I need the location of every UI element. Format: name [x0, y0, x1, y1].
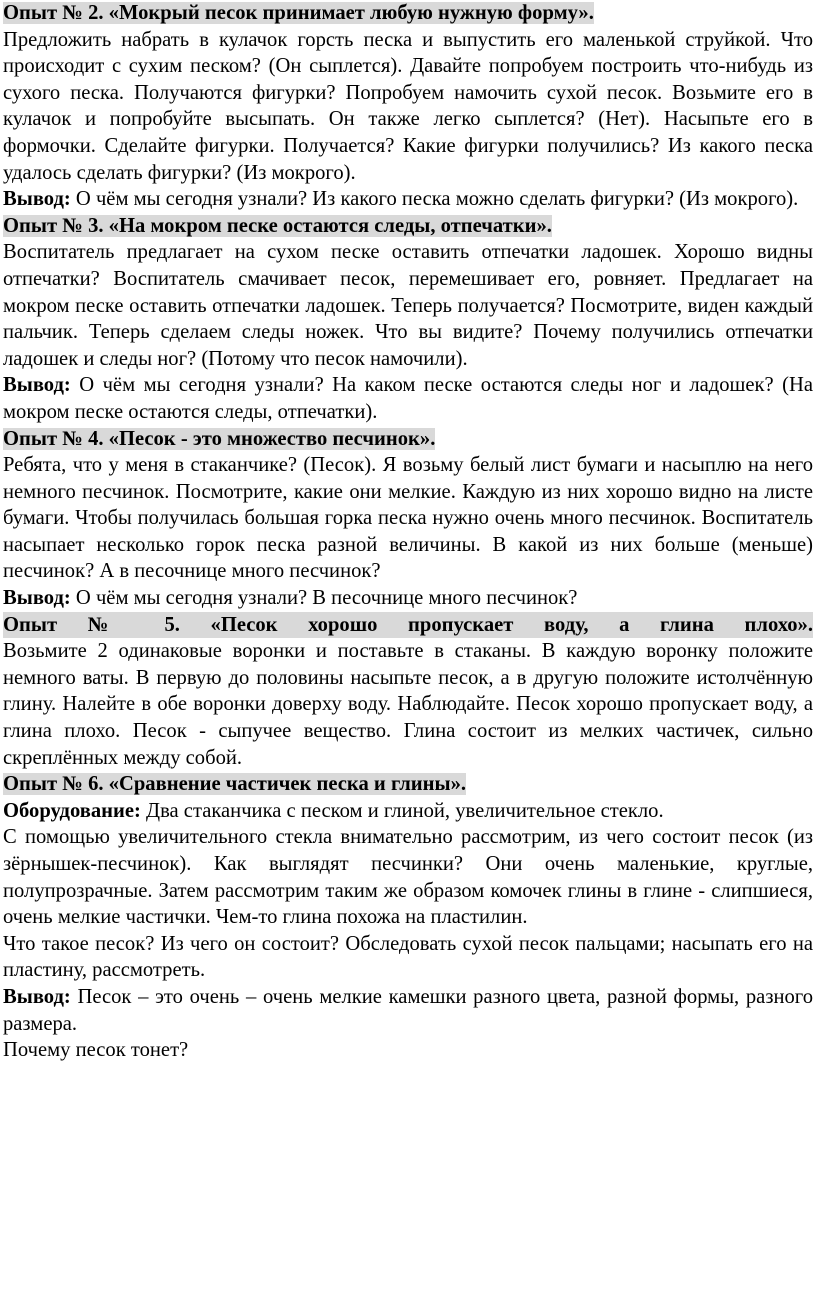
experiment-6-question: Почему песок тонет?	[3, 1039, 189, 1062]
conclusion-text: О чём мы сегодня узнали? На каком песке остаются следы ног и ладошек? (На мокром песке остаются следы, отпечатки).	[3, 374, 813, 423]
equipment-label: Оборудование:	[3, 799, 141, 822]
conclusion-text: Песок – это очень – очень мелкие камешки разного цвета, разной формы, разного размера.	[3, 985, 813, 1035]
experiment-5-body: Возьмите 2 одинаковые воронки и поставьте в стаканы. В каждую воронку положите немного ваты. В первую до половины насыпьте песок, а в другую положите истолчённую глину. Налейте в обе воронки доверху воду. Наблюдайте. Песок хорошо пропускает воду, а глина плохо. Песок - сыпучее вещество. Глина состоит из мелких частичек, сильно скреплённых между собой.	[3, 640, 813, 769]
experiment-6-equipment	[3, 798, 813, 825]
conclusion-text: О чём мы сегодня узнали? В песочнице много песчинок?	[70, 587, 578, 610]
experiment-3-body: Воспитатель предлагает на сухом песке оставить отпечатки ладошек. Хорошо видны отпечатки? Воспитатель смачивает песок, перемешивает его, ровняет. Предлагает на мокром песке оставить отпечатки ладошек. Теперь получается? Посмотрите, виден каждый пальчик. Теперь сделаем следы ножек. Что вы видите? Почему получились отпечатки ладошек и следы ног? (Потому что песок намочили).	[3, 241, 813, 370]
experiment-6-body-1: С помощью увеличительного стекла внимательно рассмотрим, из чего состоит песок (из зёрнышек-песчинок). Как выглядят песчинки? Они очень маленькие, круглые, полупрозрачные. Затем рассмотрим таким же образом комочек глины в глине - слипшиеся, очень мелкие частички. Чем-то глина похожа на пластилин.	[3, 826, 813, 929]
conclusion-label: Вывод:	[3, 374, 71, 397]
experiment-6-body-2: Что такое песок? Из чего он состоит? Обследовать сухой песок пальцами; насыпать его на пластину, рассмотреть.	[3, 932, 813, 982]
experiment-6-heading	[3, 771, 813, 798]
experiment-4-conclusion	[3, 585, 813, 612]
experiment-2-conclusion	[3, 186, 813, 213]
conclusion-label: Вывод:	[3, 188, 71, 211]
conclusion-label: Вывод:	[3, 587, 71, 610]
conclusion-text: О чём мы сегодня узнали? Из какого песка можно сделать фигурки? (Из мокрого).	[70, 188, 799, 211]
experiment-2-heading	[3, 0, 813, 27]
experiment-3-conclusion	[3, 372, 813, 425]
experiment-3-heading	[3, 213, 813, 240]
experiment-2-body: Предложить набрать в кулачок горсть песка и выпустить его маленькой струйкой. Что происходит с сухим песком? (Он сыплется). Давайте попробуем построить что-нибудь из сухого песка. Получаются фигурки? Попробуем намочить сухой песок. Возьмите его в кулачок и попробуйте высыпать. Он также легко сыплется? (Нет). Насыпьте его в формочки. Сделайте фигурки. Получается? Какие фигурки получились? Из какого песка удалось сделать фигурки? (Из мокрого).	[3, 28, 813, 184]
equipment-text: Два стаканчика с песком и глиной, увеличительное стекло.	[140, 799, 664, 822]
conclusion-label: Вывод:	[3, 985, 71, 1008]
experiment-6-title: Опыт № 6. «Сравнение частичек песка и глины».	[3, 773, 467, 796]
experiment-6-conclusion	[3, 984, 813, 1037]
experiment-3-title: Опыт № 3. «На мокром песке остаются следы, отпечатки».	[3, 214, 552, 237]
experiment-4-heading	[3, 426, 813, 453]
experiment-4-title: Опыт № 4. «Песок - это множество песчинок».	[3, 427, 436, 450]
experiment-5-heading	[3, 612, 813, 639]
experiment-5-title: Опыт № 5. «Песок хорошо пропускает воду, а глина плохо».	[3, 613, 813, 636]
experiment-2-title: Опыт № 2. «Мокрый песок принимает любую нужную форму».	[3, 2, 594, 24]
experiment-4-body: Ребята, что у меня в стаканчике? (Песок). Я возьму белый лист бумаги и насыплю на него немного песчинок. Посмотрите, какие они мелкие. Каждую из них хорошо видно на листе бумаги. Чтобы получилась большая горка песка нужно очень много песчинок. Воспитатель насыпает несколько горок песка разной величины. В какой из них больше (меньше) песчинок? А в песочнице много песчинок?	[3, 454, 813, 583]
